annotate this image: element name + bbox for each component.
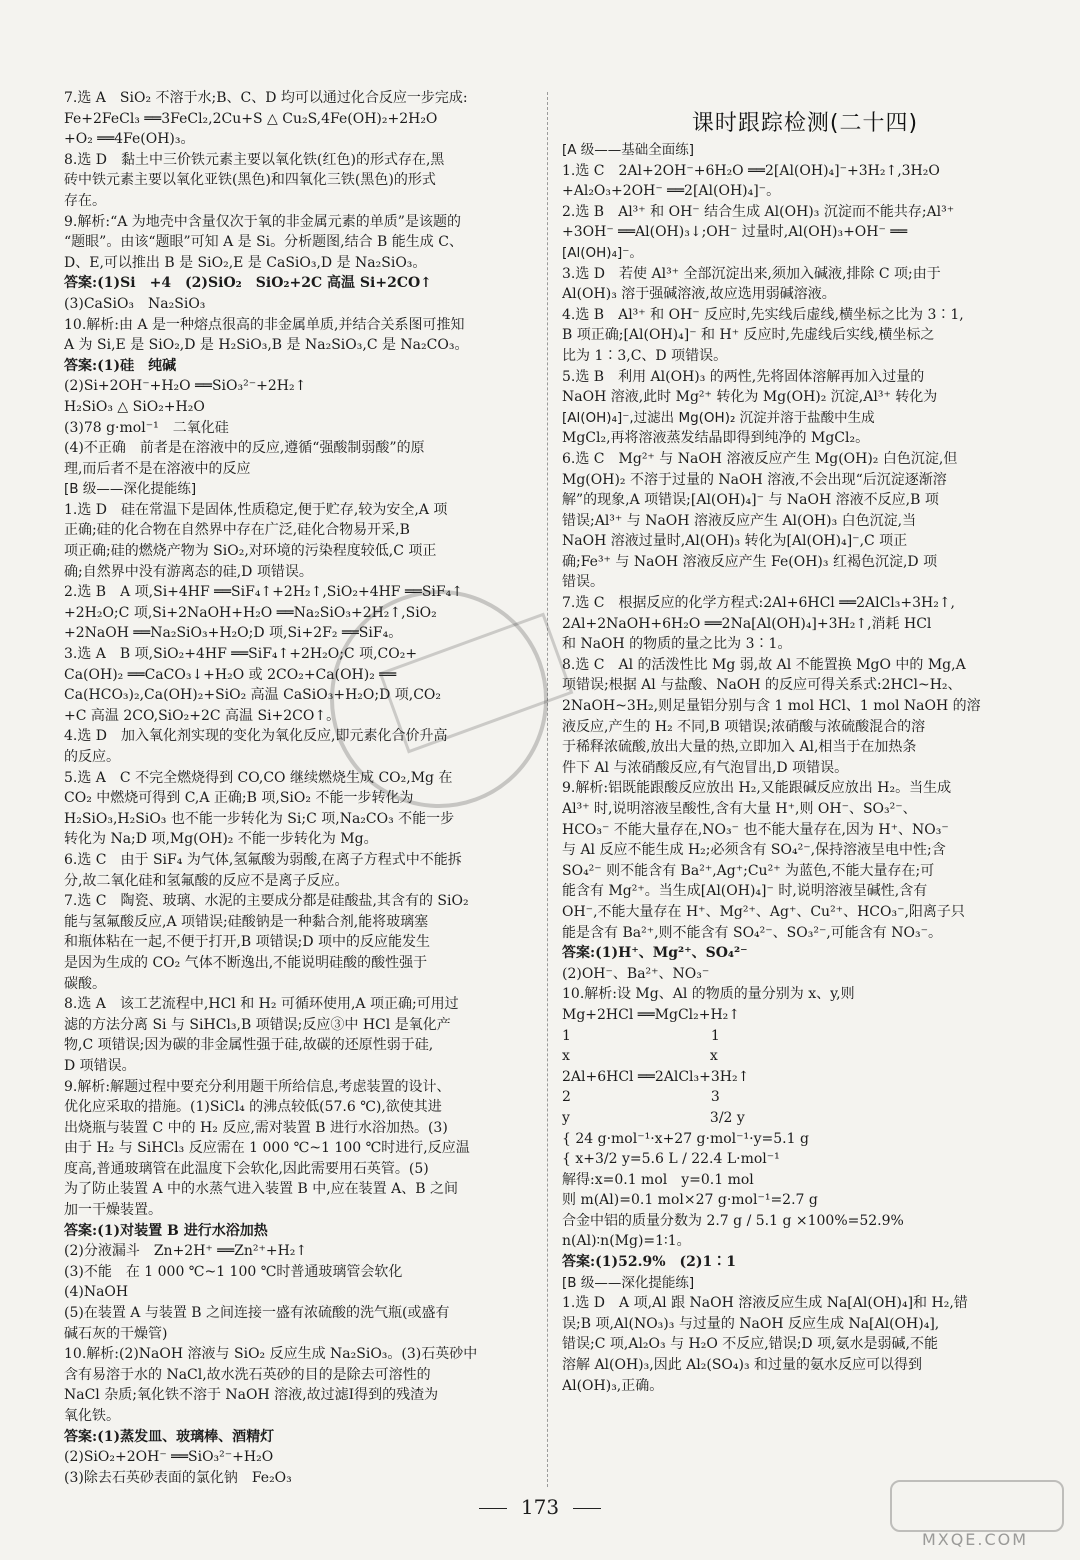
right-column-line: 3.选 D 若使 Al³⁺ 全部沉淀出来,须加入碱液,排除 C 项;由于: [562, 265, 941, 282]
left-column-line: Ca(OH)₂ ══CaCO₃↓+H₂O 或 2CO₂+Ca(OH)₂ ══: [64, 666, 397, 683]
left-column-line: 7.选 C 陶瓷、玻璃、水泥的主要成分都是硅酸盐,其含有的 SiO₂: [64, 893, 469, 910]
right-column-line: NaOH 溶液过量时,Al(OH)₃ 转化为[Al(OH)₄]⁻,C 项正: [562, 533, 908, 550]
left-column-line: 含有易溶于水的 NaCl,故水洗石英砂的目的是除去可溶性的: [64, 1366, 431, 1383]
right-column-line: 溶解 Al(OH)₃,因此 Al₂(SO₄)₃ 和过量的氨水反应可以得到: [562, 1357, 923, 1374]
right-column-line: 液反应,产生的 H₂ 不同,B 项错误;浓硝酸与浓硫酸混合的溶: [562, 718, 926, 735]
right-column-line: Mg+2HCl ══MgCl₂+H₂↑: [562, 1006, 741, 1023]
left-column-line: 碳酸。: [64, 975, 106, 992]
right-column-line: 比为 1∶3,C、D 项错误。: [562, 347, 728, 364]
left-column-line: 滤的方法分离 Si 与 SiHCl₃,B 项错误;反应③中 HCl 是氧化产: [64, 1016, 451, 1033]
left-column-line: 是因为生成的 CO₂ 气体不断逸出,不能说明硅酸的酸性强于: [64, 954, 428, 971]
left-column-line: 答案:(1)对装置 B 进行水浴加热: [64, 1222, 268, 1239]
right-column-line: NaOH 溶液,此时 Mg²⁺ 转化为 Mg(OH)₂ 沉淀,Al³⁺ 转化为: [562, 389, 938, 406]
right-column-line: 2Al+6HCl ══2AlCl₃+3H₂↑: [562, 1068, 750, 1085]
left-column-line: A 为 Si,E 是 SiO₂,D 是 H₂SiO₃,B 是 Na₂SiO₃,C 是 Na₂CO₃。: [64, 337, 469, 354]
right-column-line: { 24 g·mol⁻¹·x+27 g·mol⁻¹·y=5.1 g: [562, 1130, 809, 1147]
left-column-line: 由于 H₂ 与 SiHCl₃ 反应需在 1 000 ℃~1 100 ℃时进行,反应温: [64, 1140, 470, 1157]
left-column-line: D、E,可以推出 B 是 SiO₂,E 是 CaSiO₃,D 是 Na₂SiO₃。: [64, 254, 427, 271]
left-column-line: 1.选 D 硅在常温下是固体,性质稳定,便于贮存,较为安全,A 项: [64, 501, 448, 518]
left-column-line: 10.解析:(2)NaOH 溶液与 SiO₂ 反应生成 Na₂SiO₃。(3)石英砂中: [64, 1346, 478, 1363]
left-column-line: (3)CaSiO₃ Na₂SiO₃: [64, 295, 206, 312]
corner-watermark-logo: [890, 1480, 1060, 1550]
right-column-line: OH⁻,不能大量存在 H⁺、Mg²⁺、Ag⁺、Cu²⁺、HCO₃⁻,阳离子只: [562, 903, 965, 920]
right-column-line: 则 m(Al)=0.1 mol×27 g·mol⁻¹=2.7 g: [562, 1192, 818, 1209]
left-column-line: 10.解析:由 A 是一种熔点很高的非金属单质,并结合关系图可推知: [64, 316, 465, 333]
right-column-line: 件下 Al 与浓硝酸反应,有气泡冒出,D 项错误。: [562, 759, 849, 776]
right-column-line: 和 NaOH 的物质的量之比为 3∶1。: [562, 636, 792, 653]
right-column-line: +3OH⁻ ══Al(OH)₃↓;OH⁻ 过量时,Al(OH)₃+OH⁻ ══: [562, 224, 908, 241]
right-column-line: 4.选 B Al³⁺ 和 OH⁻ 反应时,先实线后虚线,横坐标之比为 3∶1,: [562, 306, 964, 323]
right-column-line: 能含有 Mg²⁺。当生成[Al(OH)₄]⁻ 时,说明溶液呈碱性,含有: [562, 883, 928, 900]
left-column-line: CO₂ 中燃烧可得到 C,A 正确;B 项,SiO₂ 不能一步转化为: [64, 790, 414, 807]
left-column-line: 理,而后者不是在溶液中的反应: [64, 460, 251, 477]
watermark-badge: [890, 1480, 1064, 1532]
right-column-line: 2 3: [562, 1089, 720, 1106]
left-column-line: 9.解析:解题过程中要充分利用题干所给信息,考虑装置的设计、: [64, 1078, 451, 1095]
left-column-line: 能与氢氟酸反应,A 项错误;硅酸钠是一种黏合剂,能将玻璃塞: [64, 913, 429, 930]
right-column-line: 与 Al 反应不能生成 H₂;必须含有 SO₄²⁻,保持溶液呈电中性;含: [562, 842, 946, 859]
left-column-line: 项正确;硅的燃烧产物为 SiO₂,对环境的污染程度较低,C 项正: [64, 543, 437, 560]
left-column-line: (2)分液漏斗 Zn+2H⁺ ══Zn²⁺+H₂↑: [64, 1243, 308, 1260]
left-column-line: 正确;硅的化合物在自然界中存在广泛,硅化合物易开采,B: [64, 522, 410, 539]
right-column-line: +Al₂O₃+2OH⁻ ══2[Al(OH)₄]⁻。: [562, 183, 781, 200]
right-column-line: 8.选 C Al 的活泼性比 Mg 弱,故 Al 不能置换 MgO 中的 Mg,A: [562, 656, 966, 673]
left-column-line: 8.选 D 黏土中三价铁元素主要以氧化铁(红色)的形式存在,黑: [64, 151, 445, 168]
left-column-line: “题眼”。由该“题眼”可知 A 是 Si。分析题图,结合 B 能生成 C、: [64, 234, 463, 251]
left-column-line: 9.解析:“A 为地壳中含量仅次于氧的非金属元素的单质”是该题的: [64, 213, 461, 230]
right-column-line: 2.选 B Al³⁺ 和 OH⁻ 结合生成 Al(OH)₃ 沉淀而不能共存;Al³⁺: [562, 203, 955, 220]
right-column-line: 10.解析:设 Mg、Al 的物质的量分别为 x、y,则: [562, 986, 855, 1003]
right-column-line: (2)OH⁻、Ba²⁺、NO₃⁻: [562, 965, 710, 982]
left-column-line: (2)SiO₂+2OH⁻ ══SiO₃²⁻+H₂O: [64, 1449, 274, 1466]
left-column-line: 为了防止装置 A 中的水蒸气进入装置 B 中,应在装置 A、B 之间: [64, 1181, 458, 1198]
right-column-line: 5.选 B 利用 Al(OH)₃ 的两性,先将固体溶解再加入过量的: [562, 368, 925, 385]
left-column-line: 存在。: [64, 192, 106, 209]
right-column-line: [Al(OH)₄]⁻,过滤出 Mg(OH)₂ 沉淀并溶于盐酸中生成: [562, 409, 875, 426]
left-column-line: +O₂ ══4Fe(OH)₃。: [64, 131, 195, 148]
left-column-line: (5)在装置 A 与装置 B 之间连接一盛有浓硫酸的洗气瓶(或盛有: [64, 1305, 450, 1322]
footer-dash-left: [479, 1508, 507, 1509]
left-column-line: Fe+2FeCl₃ ══3FeCl₂,2Cu+S △ Cu₂S,4Fe(OH)₂+2H₂O: [64, 110, 438, 127]
right-column-line: 于稀释浓硫酸,放出大量的热,立即加入 Al,相当于在加热条: [562, 739, 917, 756]
watermark-site: MXQE.COM: [921, 1530, 1029, 1549]
left-column-line: 优化应采取的措施。(1)SiCl₄ 的沸点较低(57.6 ℃),欲使其进: [64, 1099, 442, 1116]
right-column-line: 9.解析:铝既能跟酸反应放出 H₂,又能跟碱反应放出 H₂。当生成: [562, 780, 952, 797]
left-column-line: 物,C 项错误;因为碳的非金属性强于硅,故碳的还原性弱于硅,: [64, 1037, 434, 1054]
right-column-line: n(Al)∶n(Mg)=1∶1。: [562, 1233, 691, 1250]
right-column-line: SO₄²⁻ 则不能含有 Ba²⁺,Ag⁺;Cu²⁺ 为蓝色,不能大量存在;可: [562, 862, 935, 879]
right-column-line: 答案:(1)H⁺、Mg²⁺、SO₄²⁻: [562, 945, 748, 962]
left-column-line: 5.选 A C 不完全燃烧得到 CO,CO 继续燃烧生成 CO₂,Mg 在: [64, 769, 453, 786]
left-column-line: (3)除去石英砂表面的氯化钠 Fe₂O₃: [64, 1469, 292, 1486]
right-column-line: 误;B 项,Al(NO₃)₃ 与过量的 NaOH 反应生成 Na[Al(OH)₄],: [562, 1315, 940, 1332]
right-column-line: 能是含有 Ba²⁺,则不能含有 SO₄²⁻、SO₃²⁻,可能含有 NO₃⁻。: [562, 924, 942, 941]
left-column-line: +2H₂O;C 项,Si+2NaOH+H₂O ══Na₂SiO₃+2H₂↑,SiO₂: [64, 604, 437, 621]
right-column: [562, 140, 1028, 1396]
left-column-line: H₂SiO₃,H₂SiO₃ 也不能一步转化为 Si;C 项,Na₂CO₃ 不能一步: [64, 810, 455, 827]
left-column-line: [B 级——深化提能练]: [64, 481, 197, 498]
left-column-line: NaCl 杂质;氧化铁不溶于 NaOH 溶液,故过滤Ⅰ得到的残渣为: [64, 1387, 439, 1404]
right-column-line: 解”的现象,A 项错误;[Al(OH)₄]⁻ 与 NaOH 溶液不反应,B 项: [562, 492, 939, 509]
left-column-line: 和瓶体粘在一起,不便于打开,B 项错误;D 项中的反应能发生: [64, 934, 431, 951]
right-column-line: [B 级——深化提能练]: [562, 1274, 695, 1291]
left-column-line: (3)78 g·mol⁻¹ 二氧化硅: [64, 419, 229, 436]
right-column-line: [Al(OH)₄]⁻。: [562, 244, 643, 261]
left-column-line: 氧化铁。: [64, 1408, 120, 1424]
left-column-line: 2.选 B A 项,Si+4HF ══SiF₄↑+2H₂↑,SiO₂+4HF ══SiF₄↑: [64, 584, 463, 601]
right-column-line: 项错误;根据 Al 与盐酸、NaOH 的反应可得关系式:2HCl~H₂、: [562, 677, 962, 694]
right-column-line: 2NaOH~3H₂,则足量铝分别与含 1 mol HCl、1 mol NaOH 的溶: [562, 698, 981, 715]
left-column-line: (2)Si+2OH⁻+H₂O ══SiO₃²⁻+2H₂↑: [64, 378, 307, 395]
right-column-line: 6.选 C Mg²⁺ 与 NaOH 溶液反应产生 Mg(OH)₂ 白色沉淀,但: [562, 450, 958, 467]
right-column-line: 错误。: [562, 574, 604, 591]
right-column-line: 错误;C 项,Al₂O₃ 与 H₂O 不反应,错误;D 项,氨水是弱碱,不能: [562, 1336, 939, 1353]
right-column-line: 解得:x=0.1 mol y=0.1 mol: [562, 1171, 754, 1188]
footer-dash-right: [573, 1508, 601, 1509]
right-column-line: 确;Fe³⁺ 与 NaOH 溶液反应产生 Fe(OH)₃ 红褐色沉淀,D 项: [562, 553, 938, 570]
page-number: 173: [520, 1495, 560, 1519]
right-column-line: 答案:(1)52.9% (2)1∶1: [562, 1254, 737, 1271]
left-column-line: 碱石灰的干燥管): [64, 1325, 168, 1342]
right-column-line: HCO₃⁻ 不能大量存在,NO₃⁻ 也不能大量存在,因为 H⁺、NO₃⁻: [562, 821, 949, 838]
left-column-line: (4)NaOH: [64, 1284, 129, 1301]
column-divider: [547, 92, 548, 1487]
left-column-line: 3.选 A B 项,SiO₂+4HF ══SiF₄↑+2H₂O;C 项,CO₂+: [64, 646, 418, 663]
right-column-line: 2Al+2NaOH+6H₂O ══2Na[Al(OH)₄]+3H₂↑,消耗 HCl: [562, 615, 932, 632]
right-column-line: Mg(OH)₂ 不溶于过量的 NaOH 溶液,不会出现“后沉淀逐渐溶: [562, 471, 947, 488]
left-column-line: 6.选 C 由于 SiF₄ 为气体,氢氟酸为弱酸,在离子方程式中不能拆: [64, 851, 462, 868]
left-column-line: 出烧瓶与装置 C 中的 H₂ 反应,需对装置 B 进行水浴加热。(3): [64, 1119, 448, 1136]
right-column-line: 错误;Al³⁺ 与 NaOH 溶液反应产生 Al(OH)₃ 白色沉淀,当: [562, 512, 917, 529]
right-column-line: 1 1: [562, 1027, 720, 1044]
left-column-line: 转化为 Na;D 项,Mg(OH)₂ 不能一步转化为 Mg。: [64, 831, 378, 848]
left-column-line: 8.选 A 该工艺流程中,HCl 和 H₂ 可循环使用,A 项正确;可用过: [64, 996, 459, 1013]
left-column-line: 的反应。: [64, 749, 120, 765]
right-column-line: Al(OH)₃ 溶于强碱溶液,故应选用弱碱溶液。: [562, 286, 836, 303]
right-column-line: [A 级——基础全面练]: [562, 142, 695, 158]
page-title: 课时跟踪检测(二十四): [691, 111, 919, 136]
left-column-line: 分,故二氧化硅和氢氟酸的反应不是离子反应。: [64, 872, 349, 889]
right-column-line: Al³⁺ 时,说明溶液呈酸性,含有大量 H⁺,则 OH⁻、SO₃²⁻、: [562, 801, 917, 817]
left-column-line: 度高,普通玻璃管在此温度下会软化,因此需要用石英管。(5): [64, 1160, 429, 1177]
left-column-line: 确;自然界中没有游离态的硅,D 项错误。: [64, 563, 313, 580]
left-column-line: +C 高温 2CO,SiO₂+2C 高温 Si+2CO↑。: [64, 707, 341, 724]
left-column-line: H₂SiO₃ △ SiO₂+H₂O: [64, 398, 205, 415]
left-column-line: 砖中铁元素主要以氧化亚铁(黑色)和四氧化三铁(黑色)的形式: [64, 172, 436, 189]
left-column-line: (4)不正确 前者是在溶液中的反应,遵循“强酸制弱酸”的原: [64, 440, 425, 457]
left-column-line: 加一干燥装置。: [64, 1202, 162, 1219]
right-column-line: y 3/2 y: [562, 1109, 745, 1126]
left-column-line: 答案:(1)蒸发皿、玻璃棒、酒精灯: [64, 1428, 275, 1445]
right-column-line: 合金中铝的质量分数为 2.7 g / 5.1 g ×100%=52.9%: [562, 1212, 904, 1229]
right-column-line: { x+3/2 y=5.6 L / 22.4 L·mol⁻¹: [562, 1151, 780, 1168]
right-column-line: 1.选 D A 项,Al 跟 NaOH 溶液反应生成 Na[Al(OH)₄]和 H₂,错: [562, 1295, 968, 1312]
left-column-line: 答案:(1)硅 纯碱: [64, 357, 177, 374]
right-column-line: B 项正确;[Al(OH)₄]⁻ 和 H⁺ 反应时,先虚线后实线,横坐标之: [562, 327, 935, 344]
right-column-line: Al(OH)₃,正确。: [562, 1377, 664, 1394]
left-column-line: 答案:(1)Si +4 (2)SiO₂ SiO₂+2C 高温 Si+2CO↑: [64, 275, 432, 292]
left-column-line: Ca(HCO₃)₂,Ca(OH)₂+SiO₂ 高温 CaSiO₃+H₂O;D 项,CO₂: [64, 687, 442, 704]
right-column-line: x x: [562, 1048, 718, 1065]
right-column-line: 1.选 C 2Al+2OH⁻+6H₂O ══2[Al(OH)₄]⁻+3H₂↑,3H₂O: [562, 162, 940, 179]
right-column-line: MgCl₂,再将溶液蒸发结晶即得到纯净的 MgCl₂。: [562, 430, 870, 447]
left-column-line: (3)不能 在 1 000 ℃~1 100 ℃时普通玻璃管会软化: [64, 1263, 403, 1280]
right-column-line: 7.选 C 根据反应的化学方程式:2Al+6HCl ══2AlCl₃+3H₂↑,: [562, 595, 956, 612]
left-column-line: 4.选 D 加入氧化剂实现的变化为氧化反应,即元素化合价升高: [64, 728, 448, 745]
left-column-line: 7.选 A SiO₂ 不溶于水;B、C、D 均可以通过化合反应一步完成:: [64, 90, 468, 106]
left-column-line: +2NaOH ══Na₂SiO₃+H₂O;D 项,Si+2F₂ ══SiF₄。: [64, 625, 403, 642]
left-column-line: D 项错误。: [64, 1057, 136, 1074]
